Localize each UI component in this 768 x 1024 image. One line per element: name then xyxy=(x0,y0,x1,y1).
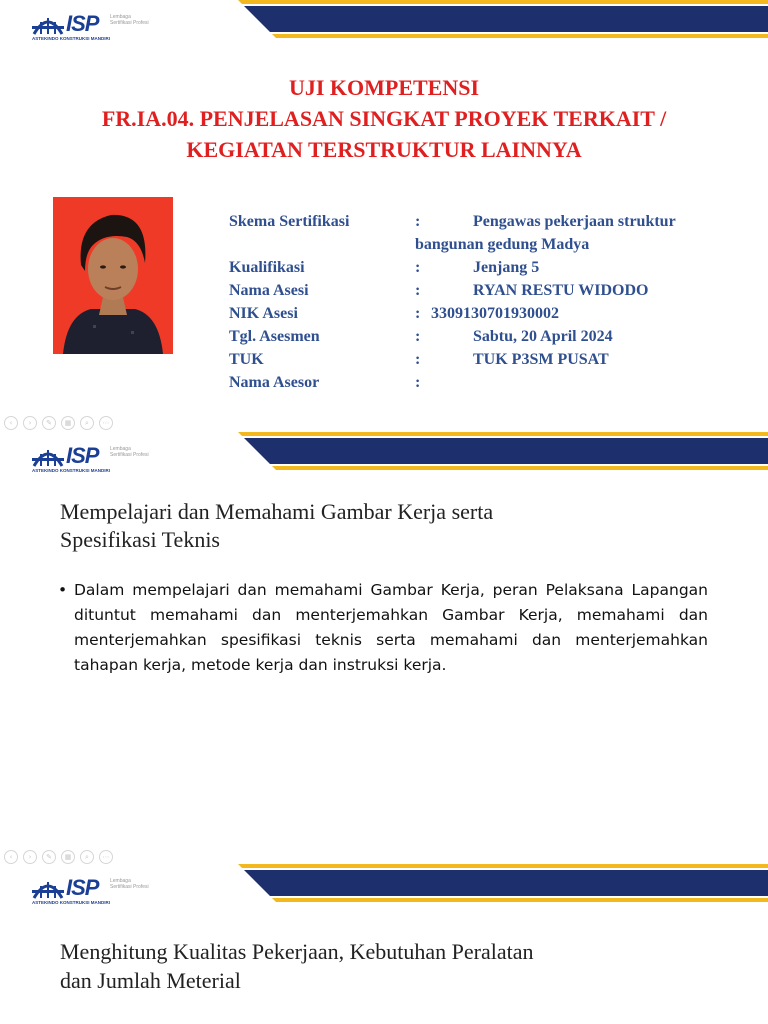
bridge-icon xyxy=(32,876,64,900)
info-value: Jenjang 5 xyxy=(473,259,540,276)
lsp-logo xyxy=(32,875,149,908)
slide-heading-line-2: dan Jumlah Meterial xyxy=(60,968,241,993)
next-slide-icon[interactable]: › xyxy=(23,850,37,864)
slide-heading-line-1: Menghitung Kualitas Pekerjaan, Kebutuhan Peralatan xyxy=(60,939,534,964)
info-value: Sabtu, 20 April 2024 xyxy=(473,328,613,345)
info-colon: : xyxy=(415,305,421,322)
slide-1 xyxy=(0,0,768,432)
next-slide-icon[interactable]: › xyxy=(23,416,37,430)
gallery-icon[interactable]: ▦ xyxy=(61,850,75,864)
info-colon: : xyxy=(415,213,421,230)
info-label: Nama Asesor xyxy=(229,374,320,391)
info-label: Skema Sertifikasi xyxy=(229,213,350,230)
slide-2 xyxy=(0,432,768,864)
info-label: NIK Asesi xyxy=(229,305,298,322)
slide-heading-line-2: Spesifikasi Teknis xyxy=(60,527,220,552)
logo-side-text: Lembaga Sertifikasi Profesi xyxy=(110,446,149,458)
slide-title-line-1: UJI KOMPETENSI xyxy=(288,75,480,100)
info-label: Tgl. Asesmen xyxy=(229,328,320,345)
info-value-continued: bangunan gedung Madya xyxy=(415,236,590,253)
info-colon: : xyxy=(415,282,421,299)
more-icon[interactable]: ⋯ xyxy=(99,850,113,864)
lsp-logo xyxy=(32,11,149,44)
bridge-icon xyxy=(32,12,64,36)
slide-toolbar xyxy=(4,850,113,864)
logo-side-text: Lembaga Sertifikasi Profesi xyxy=(110,14,149,26)
info-colon: : xyxy=(415,259,421,276)
lsp-logo xyxy=(32,443,149,476)
pen-icon[interactable]: ✎ xyxy=(42,850,56,864)
more-icon[interactable]: ⋯ xyxy=(99,416,113,430)
info-colon: : xyxy=(415,328,421,345)
prev-slide-icon[interactable]: ‹ xyxy=(4,416,18,430)
slide-toolbar xyxy=(4,416,113,430)
logo-text: ISP xyxy=(66,443,99,468)
slide-heading-line-1: Mempelajari dan Memahami Gambar Kerja serta xyxy=(60,499,494,524)
logo-subtext: ASTEKINDO KONSTRUKSI MANDIRI xyxy=(32,36,111,41)
prev-slide-icon[interactable]: ‹ xyxy=(4,850,18,864)
slide-3 xyxy=(0,864,768,1024)
slide-title-line-3: KEGIATAN TERSTRUKTUR LAINNYA xyxy=(186,137,582,162)
logo-side-text: Lembaga Sertifikasi Profesi xyxy=(110,878,149,890)
info-value: RYAN RESTU WIDODO xyxy=(473,282,649,299)
info-value: 3309130701930002 xyxy=(431,305,559,322)
logo-subtext: ASTEKINDO KONSTRUKSI MANDIRI xyxy=(32,900,111,905)
info-value: TUK P3SM PUSAT xyxy=(473,351,609,368)
bullet-item xyxy=(58,578,708,678)
info-value: Pengawas pekerjaan struktur xyxy=(473,213,676,230)
zoom-icon[interactable]: ⌕ xyxy=(80,850,94,864)
info-label: Nama Asesi xyxy=(229,282,309,299)
logo-subtext: ASTEKINDO KONSTRUKSI MANDIRI xyxy=(32,468,111,473)
zoom-icon[interactable]: ⌕ xyxy=(80,416,94,430)
info-label: Kualifikasi xyxy=(229,259,305,276)
slide-title-line-2: FR.IA.04. PENJELASAN SINGKAT PROYEK TERKAIT / xyxy=(101,106,667,131)
pen-icon[interactable]: ✎ xyxy=(42,416,56,430)
info-label: TUK xyxy=(229,351,264,368)
info-colon: : xyxy=(415,374,421,391)
logo-text: ISP xyxy=(66,11,99,36)
gallery-icon[interactable]: ▦ xyxy=(61,416,75,430)
bullet-dot-icon: • xyxy=(58,581,68,599)
bullet-text: Dalam mempelajari dan memahami Gambar Kerja, peran Pelaksana Lapangan dituntut memahami dan menterjemahkan Gambar Kerja, memahami dan menterjemahkan spesifikasi teknis serta memahami dan menterjemahkan tahapan kerja, metode kerja dan instruksi kerja. xyxy=(74,581,708,674)
info-colon: : xyxy=(415,351,421,368)
bridge-icon xyxy=(32,444,64,468)
logo-text: ISP xyxy=(66,875,99,900)
asesi-photo xyxy=(53,197,173,354)
